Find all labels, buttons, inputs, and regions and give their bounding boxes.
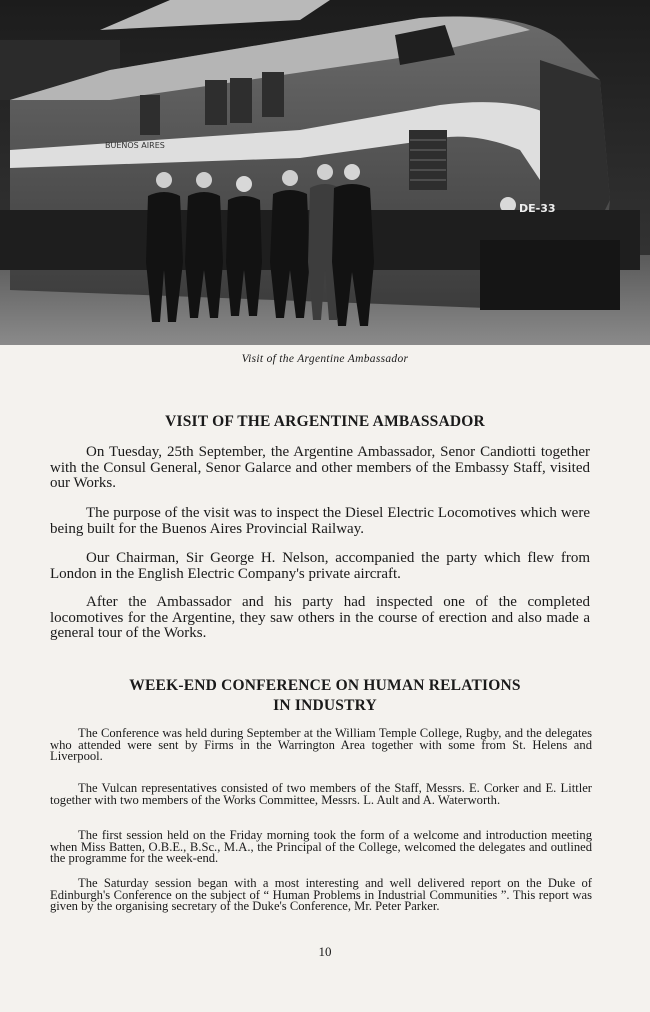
- conference-paragraph-3: The first session held on the Friday morning took the form of a welcome and introduction meeting when Miss Batten, O.B.E., B.Sc., M.A., the Principal of the College, welcomed the delegates and outlined the programme for the week-end.: [50, 828, 592, 866]
- conference-paragraph-1: The Conference was held during September at the William Temple College, Rugby, and the delegates who attended were sent by Firms in the Warrington Area together with some from St. Helens and Liverpool.: [50, 726, 592, 764]
- photo-caption: Visit of the Argentine Ambassador: [241, 353, 409, 365]
- locomotive-side-lettering: BUENOS AIRES: [105, 141, 165, 150]
- ambassador-paragraph-1: On Tuesday, 25th September, the Argentine Ambassador, Senor Candiotti together with the Consul General, Senor Galarce and other members of the Embassy Staff, visited our Works.: [50, 444, 590, 491]
- section-title-conference-line1: WEEK-END CONFERENCE ON HUMAN RELATIONS: [129, 677, 521, 694]
- conference-paragraph-4: The Saturday session began with a most interesting and well delivered report on the Duke of Edinburgh's Conference on the subject of “ Human Problems in Industrial Communities ”. This report was given by the organising secretary of the Duke's Conference, Mr. Peter Parker.: [50, 876, 592, 914]
- conference-paragraph-2: The Vulcan representatives consisted of two members of the Staff, Messrs. E. Corker and E. Littler together with two members of the Works Committee, Messrs. L. Ault and A. Waterworth.: [50, 781, 592, 807]
- section-title-ambassador: VISIT OF THE ARGENTINE AMBASSADOR: [165, 413, 485, 430]
- locomotive-illustration: [0, 0, 650, 345]
- page-number: 10: [318, 944, 332, 959]
- ambassador-paragraph-3: Our Chairman, Sir George H. Nelson, accompanied the party which flew from London in the English Electric Company's private aircraft.: [50, 550, 590, 582]
- locomotive-number: DE-33: [519, 202, 556, 215]
- locomotive-photo: [0, 0, 650, 345]
- ambassador-paragraph-2: The purpose of the visit was to inspect the Diesel Electric Locomotives which were being built for the Buenos Aires Provincial Railway.: [50, 505, 590, 537]
- section-title-conference-line2: IN INDUSTRY: [273, 697, 377, 714]
- ambassador-paragraph-4: After the Ambassador and his party had inspected one of the completed locomotives for the Argentine, they saw others in the course of erection and also made a general tour of the Works.: [50, 594, 590, 641]
